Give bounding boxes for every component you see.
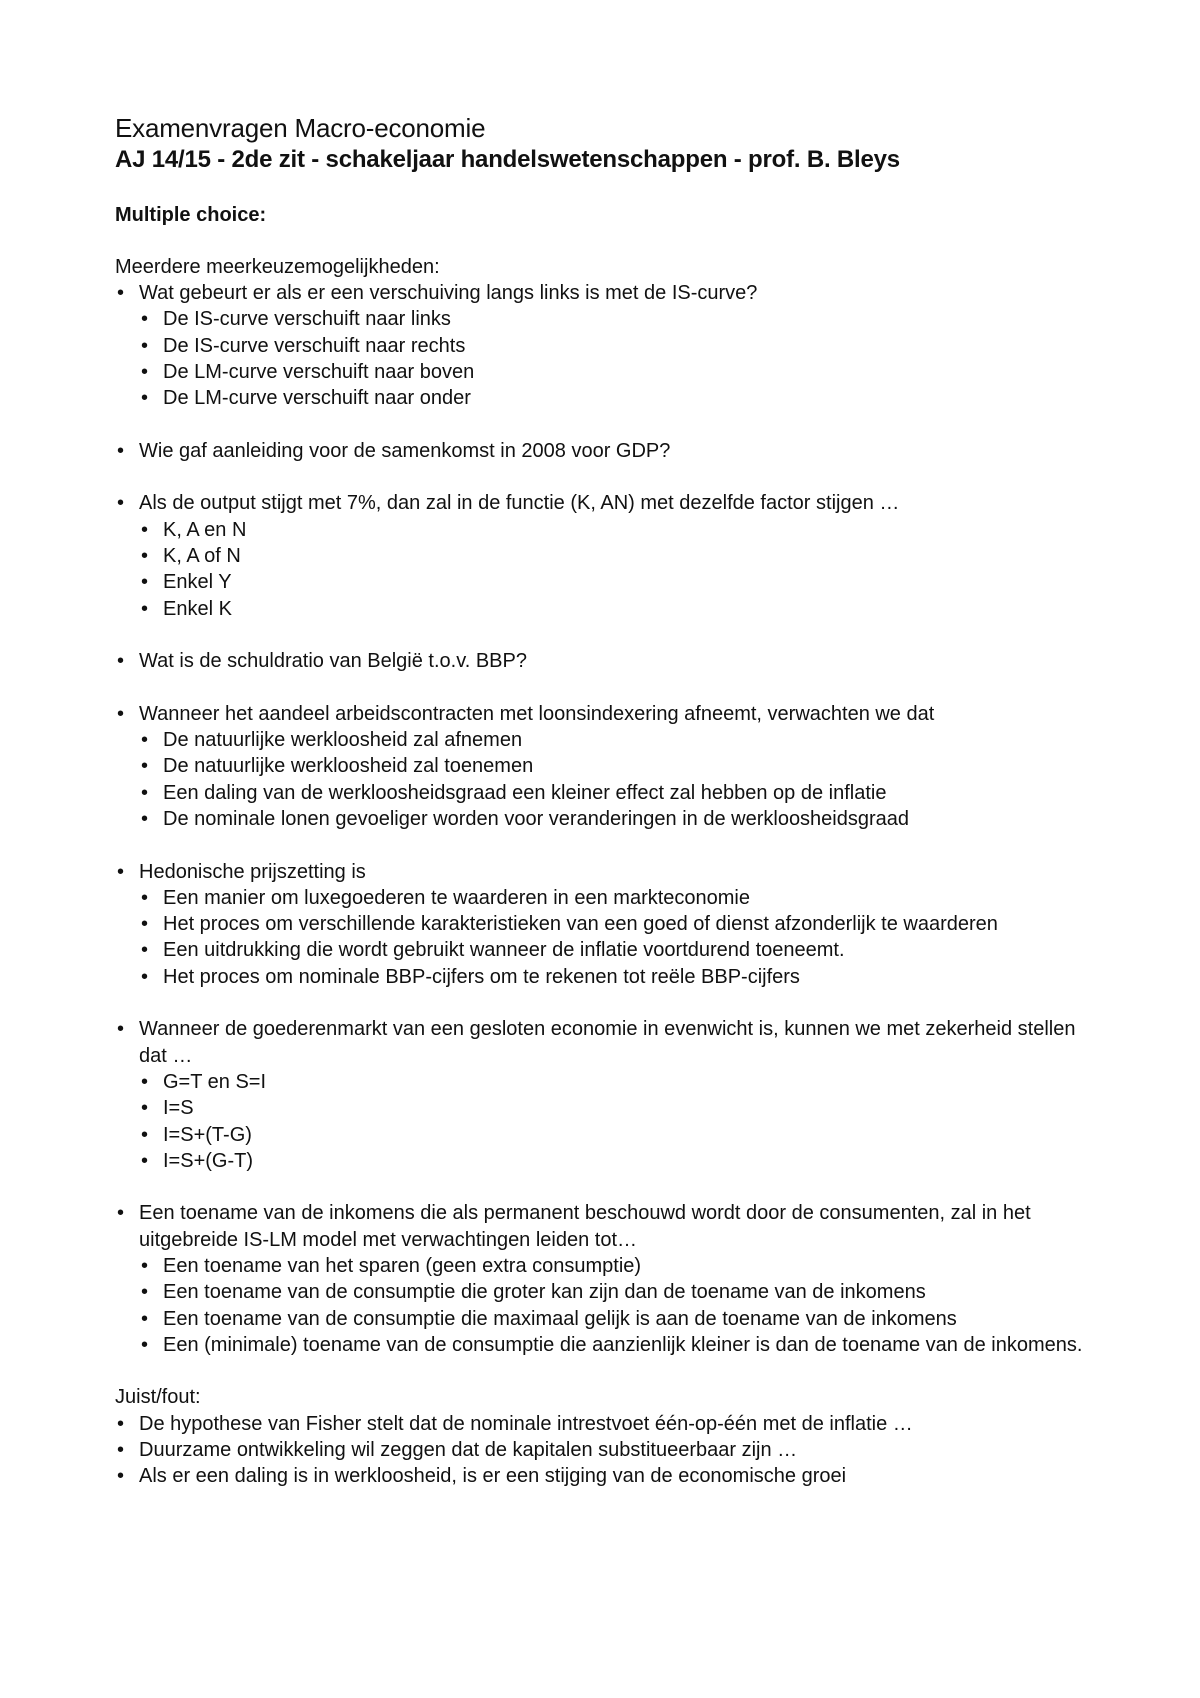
option-item: • Een uitdrukking die wordt gebruikt wanneer de inflatie voortdurend toeneemt.: [139, 937, 1105, 963]
option-item: • I=S+(T-G): [139, 1122, 1105, 1148]
document-page: [115, 112, 1105, 1490]
question-list: [115, 280, 1105, 1358]
option-item: • Het proces om verschillende karakteristieken van een goed of dienst afzonderlijk te waarderen: [139, 911, 1105, 937]
option-list: [139, 1069, 1105, 1174]
option-item: • De nominale lonen gevoeliger worden voor veranderingen in de werkloosheidsgraad: [139, 806, 1105, 832]
option-list: [139, 306, 1105, 411]
option-item: • De LM-curve verschuift naar onder: [139, 385, 1105, 411]
true-false-label: Juist/fout:: [115, 1386, 201, 1409]
document-title: Examenvragen Macro-economie: [115, 113, 486, 143]
option-item: • Enkel K: [139, 596, 1105, 622]
option-list: [139, 1253, 1105, 1358]
question-item: [115, 859, 1105, 990]
question-item: [115, 648, 1105, 674]
option-item: • De IS-curve verschuift naar rechts: [139, 333, 1105, 359]
option-item: • De IS-curve verschuift naar links: [139, 306, 1105, 332]
option-item: • I=S: [139, 1095, 1105, 1121]
option-item: • G=T en S=I: [139, 1069, 1105, 1095]
question-text: Wie gaf aanleiding voor de samenkomst in 2008 voor GDP?: [139, 439, 671, 462]
option-item: • K, A of N: [139, 543, 1105, 569]
option-list: [139, 885, 1105, 990]
option-item: • Een toename van de consumptie die groter kan zijn dan de toename van de inkomens: [139, 1279, 1105, 1305]
question-item: [115, 701, 1105, 832]
question-text: Wanneer het aandeel arbeidscontracten met loonsindexering afneemt, verwachten we dat: [139, 702, 935, 725]
question-text: Wat is de schuldratio van België t.o.v. BBP?: [139, 650, 527, 673]
option-item: • De LM-curve verschuift naar boven: [139, 359, 1105, 385]
option-list: [139, 517, 1105, 622]
question-text: Wanneer de goederenmarkt van een gesloten economie in evenwicht is, kunnen we met zekerheid stellen dat …: [139, 1018, 1076, 1067]
question-text: Wat gebeurt er als er een verschuiving langs links is met de IS-curve?: [139, 282, 758, 304]
document-subtitle: AJ 14/15 - 2de zit - schakeljaar handelswetenschappen - prof. B. Bleys: [115, 146, 900, 173]
option-item: • Een manier om luxegoederen te waarderen in een markteconomie: [139, 885, 1105, 911]
option-item: • Een toename van de consumptie die maximaal gelijk is aan de toename van de inkomens: [139, 1306, 1105, 1332]
question-item: [115, 1200, 1105, 1358]
option-list: [139, 727, 1105, 832]
question-item: [115, 490, 1105, 621]
option-item: • I=S+(G-T): [139, 1148, 1105, 1174]
option-item: • De natuurlijke werkloosheid zal toenemen: [139, 753, 1105, 779]
question-item: [115, 438, 1105, 464]
option-item: • Het proces om nominale BBP-cijfers om te rekenen tot reële BBP-cijfers: [139, 964, 1105, 990]
true-false-list: [115, 1411, 1105, 1490]
option-item: • Een daling van de werkloosheidsgraad een kleiner effect zal hebben op de inflatie: [139, 780, 1105, 806]
true-false-item: • De hypothese van Fisher stelt dat de nominale intrestvoet één-op-één met de inflatie …: [115, 1411, 1105, 1437]
multiple-choice-heading: Multiple choice:: [115, 204, 267, 226]
option-item: • Een (minimale) toename van de consumptie die aanzienlijk kleiner is dan de toename van de inkomens.: [139, 1332, 1105, 1358]
true-false-item: • Duurzame ontwikkeling wil zeggen dat de kapitalen substitueerbaar zijn …: [115, 1437, 1105, 1463]
option-item: • Enkel Y: [139, 569, 1105, 595]
question-text: Een toename van de inkomens die als permanent beschouwd wordt door de consumenten, zal in het uitgebreide IS-LM model met verwachtingen leiden tot…: [139, 1202, 1031, 1251]
question-text: Hedonische prijszetting is: [139, 860, 366, 883]
true-false-item: • Als er een daling is in werkloosheid, is er een stijging van de economische groei: [115, 1463, 1105, 1489]
option-item: • De natuurlijke werkloosheid zal afnemen: [139, 727, 1105, 753]
option-item: • K, A en N: [139, 517, 1105, 543]
option-item: • Een toename van het sparen (geen extra consumptie): [139, 1253, 1105, 1279]
multiple-choice-intro: Meerdere meerkeuzemogelijkheden:: [115, 256, 440, 278]
question-item: [115, 280, 1105, 411]
question-item: [115, 1016, 1105, 1174]
question-text: Als de output stijgt met 7%, dan zal in de functie (K, AN) met dezelfde factor stijgen …: [139, 492, 900, 515]
